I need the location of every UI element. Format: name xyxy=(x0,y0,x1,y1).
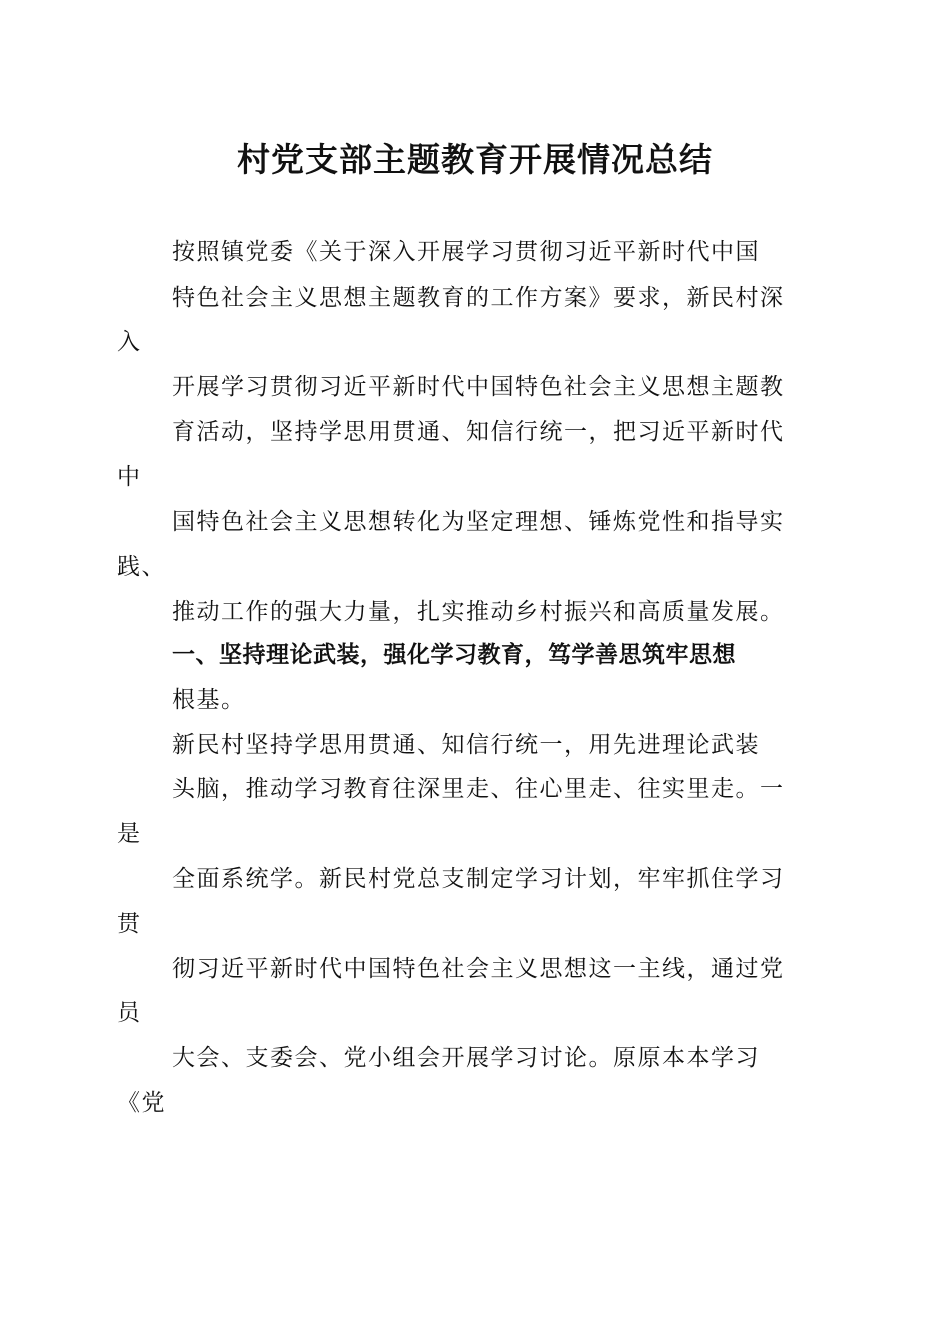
paragraph-line: 《党 xyxy=(117,1090,166,1116)
paragraph-line: 根基。 xyxy=(172,687,246,713)
paragraph-line: 推动工作的强大力量，扎实推动乡村振兴和高质量发展。 xyxy=(172,599,785,625)
paragraph-line: 头脑，推动学习教育往深里走、往心里走、往实里走。一 xyxy=(172,776,785,802)
paragraph-line: 大会、支委会、党小组会开展学习讨论。原原本本学习 xyxy=(172,1045,760,1071)
paragraph-line: 全面系统学。新民村党总支制定学习计划，牢牢抓住学习 xyxy=(172,866,785,892)
paragraph-line: 育活动，坚持学思用贯通、知信行统一，把习近平新时代 xyxy=(172,419,785,445)
paragraph-line: 员 xyxy=(117,1000,142,1026)
paragraph-line: 是 xyxy=(117,821,142,847)
paragraph-line: 入 xyxy=(117,329,142,355)
paragraph-line: 践、 xyxy=(117,554,166,580)
paragraph-line: 开展学习贯彻习近平新时代中国特色社会主义思想主题教 xyxy=(172,374,785,400)
section-heading: 一、坚持理论武装，强化学习教育，笃学善思筑牢思想 xyxy=(172,641,736,668)
paragraph-line: 新民村坚持学思用贯通、知信行统一，用先进理论武装 xyxy=(172,732,760,758)
document-title: 村党支部主题教育开展情况总结 xyxy=(237,140,713,179)
paragraph-line: 贯 xyxy=(117,911,142,937)
paragraph-line: 中 xyxy=(117,464,142,490)
paragraph-line: 特色社会主义思想主题教育的工作方案》要求，新民村深 xyxy=(172,285,785,311)
paragraph-line: 按照镇党委《关于深入开展学习贯彻习近平新时代中国 xyxy=(172,239,760,265)
paragraph-line: 国特色社会主义思想转化为坚定理想、锤炼党性和指导实 xyxy=(172,509,785,535)
paragraph-line: 彻习近平新时代中国特色社会主义思想这一主线，通过党 xyxy=(172,956,785,982)
